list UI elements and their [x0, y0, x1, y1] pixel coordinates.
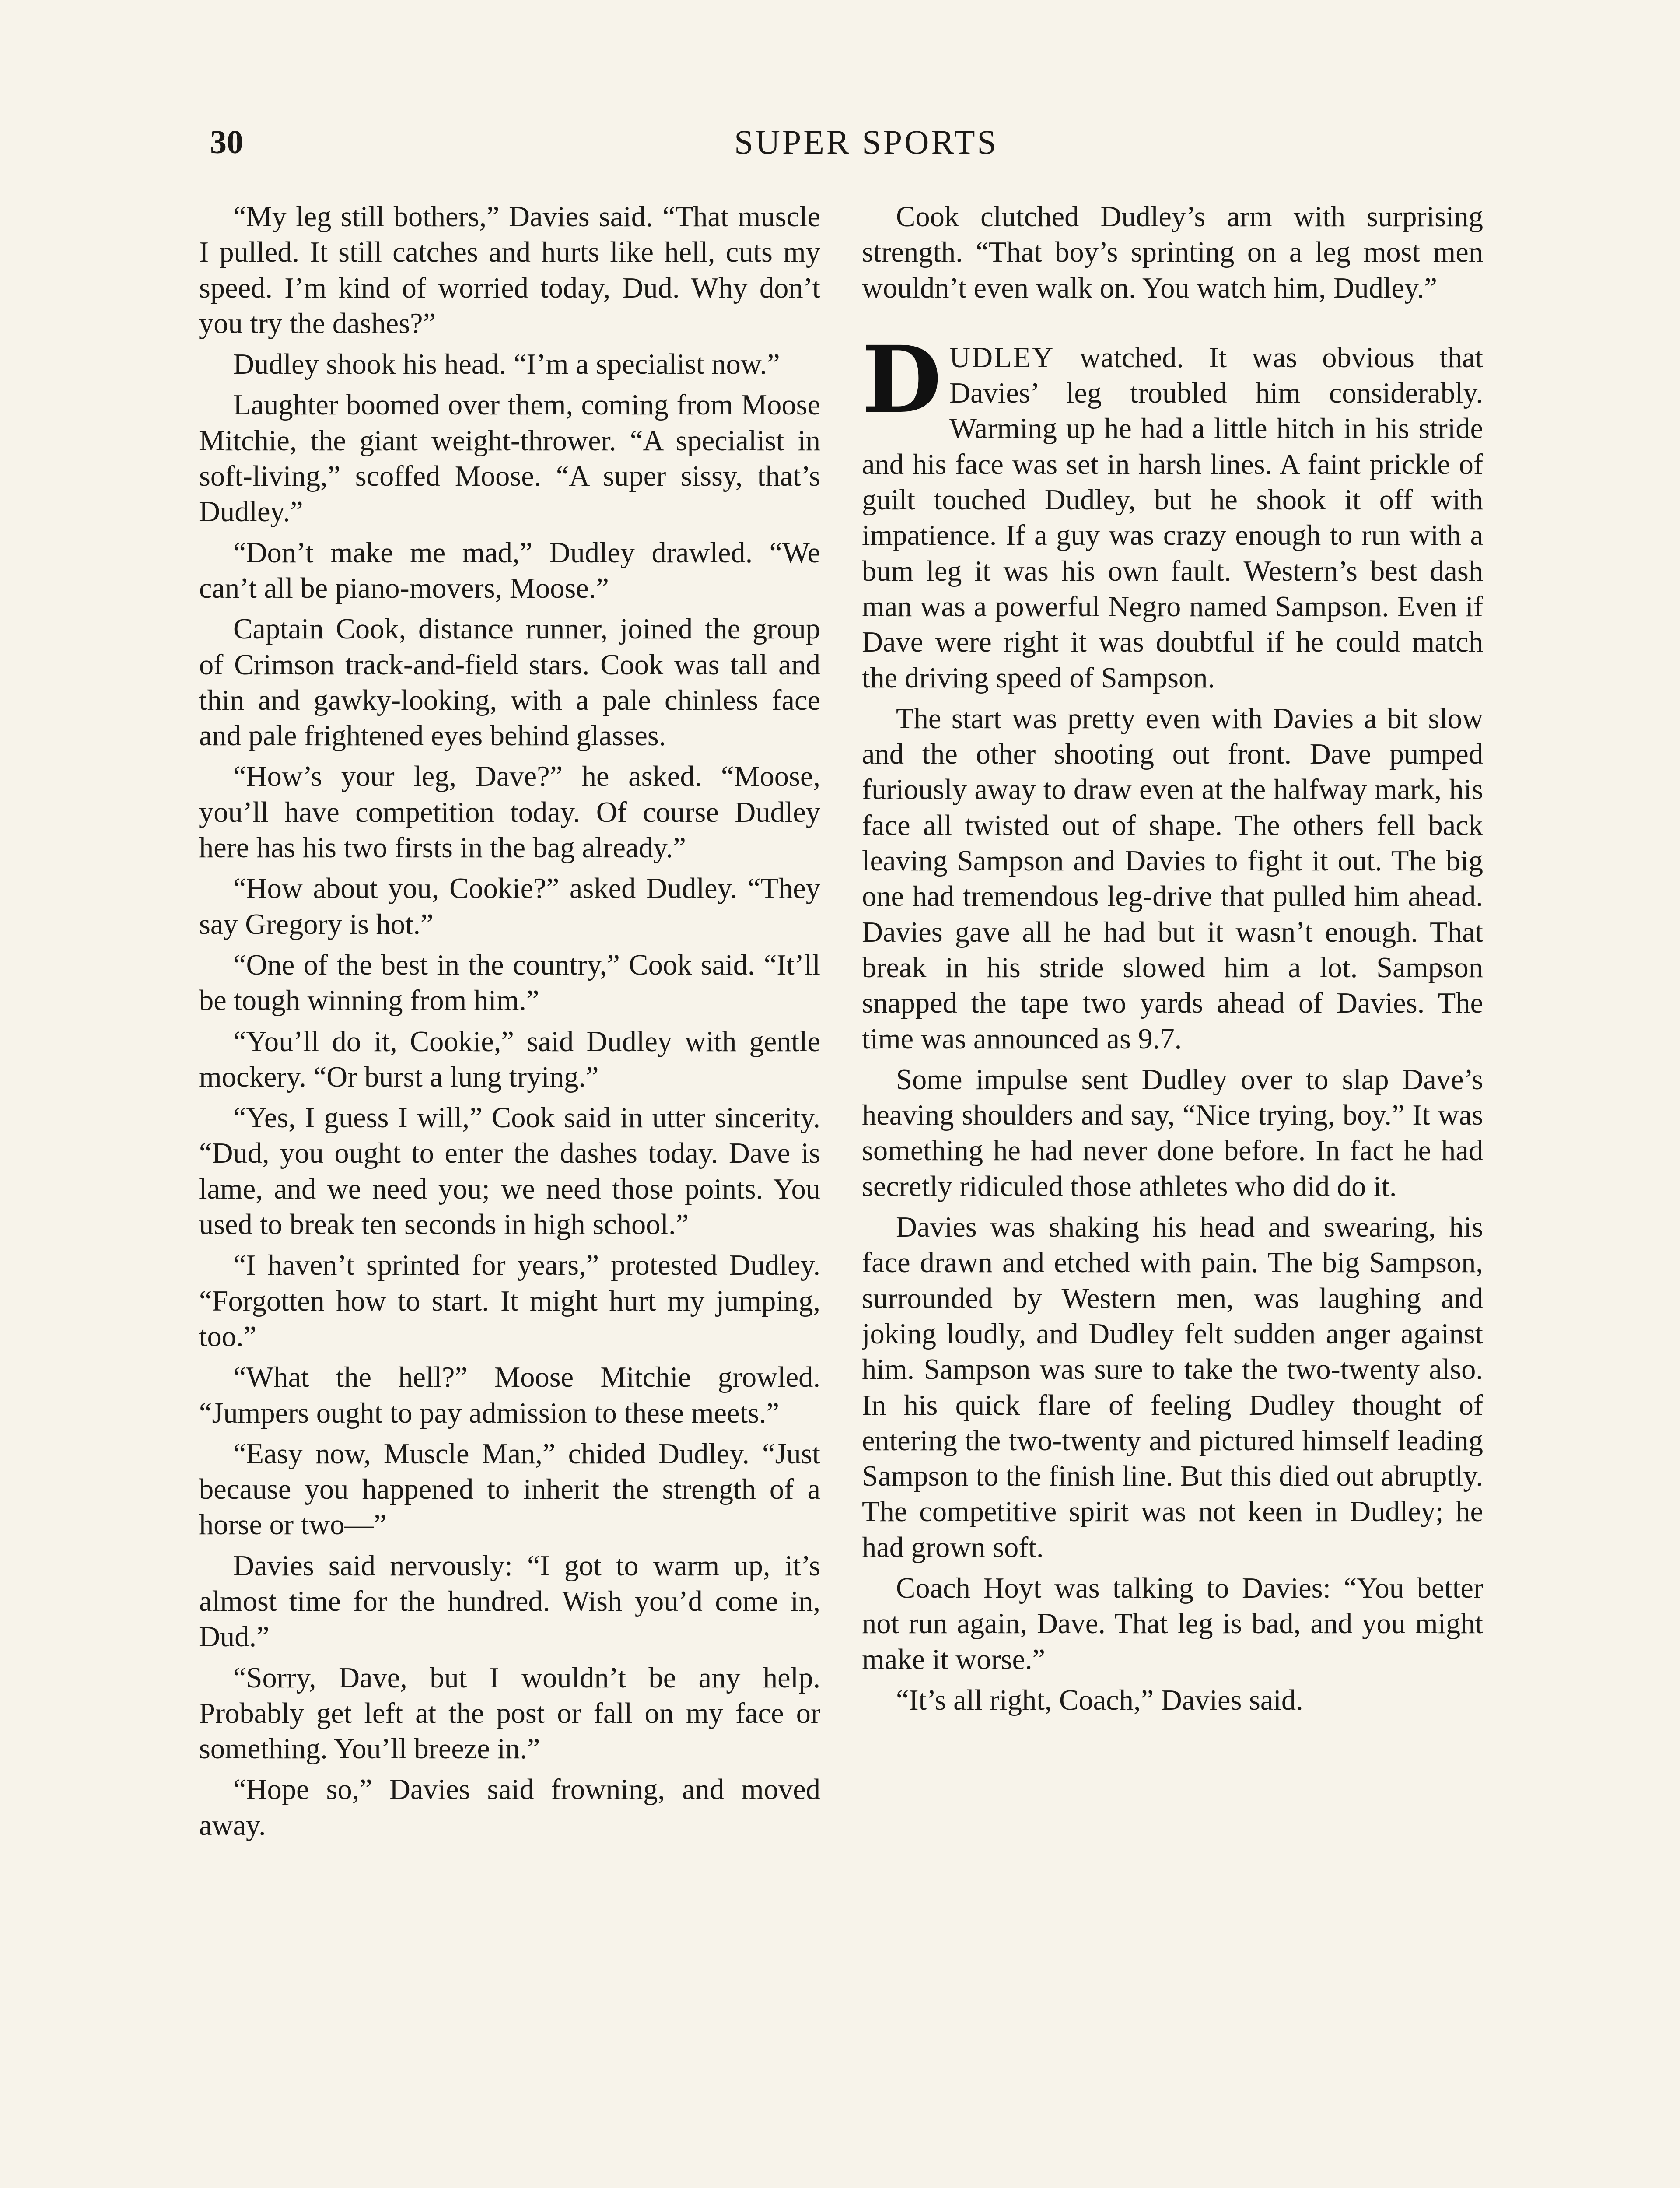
paragraph: Dudley shook his head. “I’m a specialist now.”: [233, 348, 780, 381]
paragraph: “Hope so,” Davies said frowning, and moved away.: [199, 1774, 820, 1841]
paragraph: Coach Hoyt was talking to Davies: “You better not run again, Dave. That leg is bad, and you might make it worse.”: [862, 1572, 1483, 1676]
paragraph: Laughter boomed over them, coming from Moose Mitchie, the giant weight-thrower. “A specialist in soft-living,” scoffed Moose. “A super sissy, that’s Dudley.”: [199, 389, 820, 528]
paragraph: “How about you, Cookie?” asked Dudley. “They say Gregory is hot.”: [199, 873, 820, 940]
paragraph: The start was pretty even with Davies a bit slow and the other shooting out front. Dave pumped furiously away to draw even at the halfway mark, his face all twisted out of shape. The others fell back leaving Sampson and Davies to fight it out. The big one had tremendous leg-drive that pulled him ahead. Davies gave all he had but it wasn’t enough. That break in his stride slowed him a lot. Sampson snapped the tape two yards ahead of Davies. The time was announced as 9.7.: [862, 702, 1483, 1055]
paragraph: Cook clutched Dudley’s arm with surprising strength. “That boy’s sprinting on a leg most men wouldn’t even walk on. You watch him, Dudley.”: [862, 201, 1483, 304]
magazine-title: SUPER SPORTS: [734, 123, 998, 161]
paragraph: “You’ll do it, Cookie,” said Dudley with gentle mockery. “Or burst a lung trying.”: [199, 1025, 820, 1093]
paragraph: “One of the best in the country,” Cook said. “It’ll be tough winning from him.”: [199, 949, 820, 1017]
drop-cap: D: [862, 325, 942, 434]
paragraph: Some impulse sent Dudley over to slap Dave’s heaving shoulders and say, “Nice trying, boy.” It was something he had never done before. In fact he had secretly ridiculed those athletes who did do it.: [862, 1063, 1483, 1203]
paragraph: Captain Cook, distance runner, joined the group of Crimson track-and-field stars. Cook was tall and thin and gawky-looking, with a pale chinless face and pale frightened eyes behind glasses.: [199, 613, 820, 752]
left-text-column: [199, 199, 820, 2188]
paragraph: Davies said nervously: “I got to warm up, it’s almost time for the hundred. Wish you’d come in, Dud.”: [199, 1550, 820, 1653]
paragraph: Davies was shaking his head and swearing, his face drawn and etched with pain. The big Sampson, surrounded by Western men, was laughing and joking loudly, and Dudley felt sudden anger against him. Sampson was sure to take the two-twenty also. In his quick flare of feeling Dudley thought of entering the two-twenty and pictured himself leading Sampson to the finish line. But this died out abruptly. The competitive spirit was not keen in Dudley; he had grown soft.: [862, 1211, 1483, 1564]
page-number: 30: [210, 124, 243, 161]
paragraph: “Yes, I guess I will,” Cook said in utter sincerity. “Dud, you ought to enter the dashes today. Dave is lame, and we need you; we need those points. You used to break ten seconds in high school.”: [199, 1102, 820, 1241]
right-text-column: [862, 199, 1483, 2188]
paragraph: “I haven’t sprinted for years,” protested Dudley. “Forgotten how to start. It might hurt my jumping, too.”: [199, 1249, 820, 1353]
lead-in: UDLEY: [949, 341, 1055, 374]
paragraph: “What the hell?” Moose Mitchie growled. “Jumpers ought to pay admission to these meets.”: [199, 1361, 820, 1429]
paragraph: “Sorry, Dave, but I wouldn’t be any help. Probably get left at the post or fall on my face or something. You’ll breeze in.”: [199, 1662, 820, 1765]
paragraph: “My leg still bothers,” Davies said. “That muscle I pulled. It still catches and hurts like hell, cuts my speed. I’m kind of worried today, Dud. Why don’t you try the dashes?”: [199, 201, 820, 340]
paragraph: “Don’t make me mad,” Dudley drawled. “We can’t all be piano-movers, Moose.”: [199, 536, 820, 604]
paragraph: “How’s your leg, Dave?” he asked. “Moose, you’ll have competition today. Of course Dudley here has his two firsts in the bag already.”: [199, 761, 820, 864]
paragraph: “Easy now, Muscle Man,” chided Dudley. “Just because you happened to inherit the strength of a horse or two—”: [199, 1438, 820, 1541]
paragraph-text: watched. It was obvious that Davies’ leg troubled him considerably. Warming up he had a little hitch in his stride and his face was set in harsh lines. A faint prickle of guilt touched Dudley, but he shook it off with impatience. If a guy was crazy enough to run with a bum leg it was his own fault. Western’s best dash man was a powerful Negro named Sampson. Even if Dave were right it was doubtful if he could match the driving speed of Sampson.: [862, 341, 1483, 694]
paragraph: “It’s all right, Coach,” Davies said.: [896, 1684, 1303, 1716]
drop-cap-paragraph: [862, 325, 1483, 696]
page-header: [210, 118, 1522, 171]
